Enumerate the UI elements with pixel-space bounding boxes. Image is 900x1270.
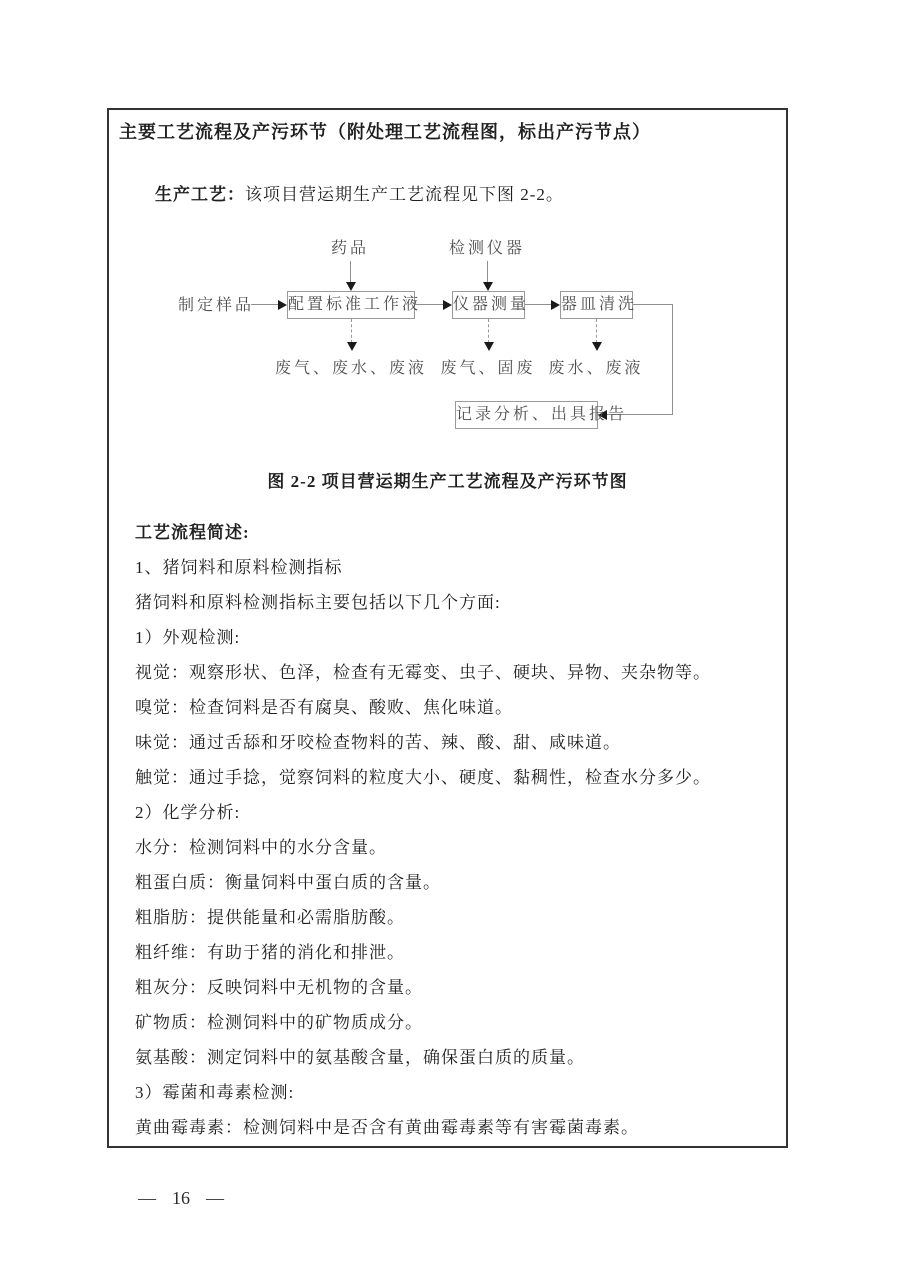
page-footer xyxy=(138,1188,224,1209)
footer-dash-right: — xyxy=(206,1188,224,1208)
input-arrow-line-1 xyxy=(350,261,351,283)
flow-arrow-line-1 xyxy=(251,304,280,305)
emission-label-1: 废气、废水、废液 xyxy=(274,360,427,377)
body-line: 1、猪饲料和原料检测指标 xyxy=(135,558,343,577)
down-arrow-icon xyxy=(592,342,602,351)
intro-label: 生产工艺： xyxy=(155,185,245,204)
body-line: 黄曲霉毒素：检测饲料中是否含有黄曲霉毒素等有害霉菌毒素。 xyxy=(135,1118,639,1137)
diagram-start-label: 制定样品 xyxy=(177,297,254,314)
right-arrow-icon xyxy=(551,300,560,310)
flow-arrow-line-2 xyxy=(415,304,445,305)
footer-dash-left: — xyxy=(138,1188,156,1208)
body-line: 水分：检测饲料中的水分含量。 xyxy=(135,838,387,857)
down-arrow-icon xyxy=(346,282,356,291)
flow-arrow-line-3 xyxy=(525,304,553,305)
process-flow-diagram xyxy=(119,231,776,437)
diagram-step-prepare-solution: 配置标准工作液 xyxy=(287,291,415,319)
emission-arrow-line-1 xyxy=(351,319,352,343)
diagram-input-chemicals: 药品 xyxy=(330,240,369,257)
right-arrow-icon xyxy=(443,300,452,310)
page-number: 16 xyxy=(172,1188,190,1208)
body-line: 氨基酸：测定饲料中的氨基酸含量，确保蛋白质的质量。 xyxy=(135,1048,585,1067)
content-panel xyxy=(107,108,788,1148)
body-line: 猪饲料和原料检测指标主要包括以下几个方面: xyxy=(135,593,501,612)
body-line: 粗脂肪：提供能量和必需脂肪酸。 xyxy=(135,908,405,927)
body-line: 味觉：通过舌舔和牙咬检查物料的苦、辣、酸、甜、咸味道。 xyxy=(135,733,621,752)
body-line: 粗蛋白质：衡量饲料中蛋白质的含量。 xyxy=(135,873,441,892)
body-line: 矿物质：检测饲料中的矿物质成分。 xyxy=(135,1013,423,1032)
intro-paragraph xyxy=(155,180,776,205)
down-arrow-icon xyxy=(347,342,357,351)
body-line: 2）化学分析: xyxy=(135,803,241,822)
body-line: 3）霉菌和毒素检测: xyxy=(135,1083,295,1102)
diagram-step-wash: 器皿清洗 xyxy=(560,291,633,319)
diagram-final-report: 记录分析、出具报告 xyxy=(455,401,598,429)
input-arrow-line-2 xyxy=(487,261,488,283)
elbow-connector-side xyxy=(672,304,673,415)
emission-label-2: 废气、固废 xyxy=(440,360,536,377)
diagram-input-instruments: 检测仪器 xyxy=(448,240,525,257)
down-arrow-icon xyxy=(484,342,494,351)
elbow-connector-top xyxy=(633,304,673,305)
body-line: 触觉：通过手捻，觉察饲料的粒度大小、硬度、黏稠性，检查水分多少。 xyxy=(135,768,711,787)
body-line: 嗅觉：检查饲料是否有腐臭、酸败、焦化味道。 xyxy=(135,698,513,717)
figure-caption: 图 2-2 项目营运期生产工艺流程及产污环节图 xyxy=(267,472,628,491)
process-description xyxy=(135,522,776,1139)
emission-arrow-line-3 xyxy=(596,319,597,343)
emission-arrow-line-2 xyxy=(488,319,489,343)
body-line: 视觉：观察形状、色泽，检查有无霉变、虫子、硬块、异物、夹杂物等。 xyxy=(135,663,711,682)
body-line: 粗灰分：反映饲料中无机物的含量。 xyxy=(135,978,423,997)
intro-text: 该项目营运期生产工艺流程见下图 2-2。 xyxy=(245,185,564,204)
down-arrow-icon xyxy=(483,282,493,291)
body-line: 粗纤维：有助于猪的消化和排泄。 xyxy=(135,943,405,962)
right-arrow-icon xyxy=(278,300,287,310)
emission-label-3: 废水、废液 xyxy=(548,360,644,377)
body-line: 1）外观检测: xyxy=(135,628,241,647)
body-heading: 工艺流程简述: xyxy=(135,523,250,542)
diagram-step-measure: 仪器测量 xyxy=(452,291,525,319)
panel-title: 主要工艺流程及产污环节（附处理工艺流程图，标出产污节点） xyxy=(119,122,651,142)
